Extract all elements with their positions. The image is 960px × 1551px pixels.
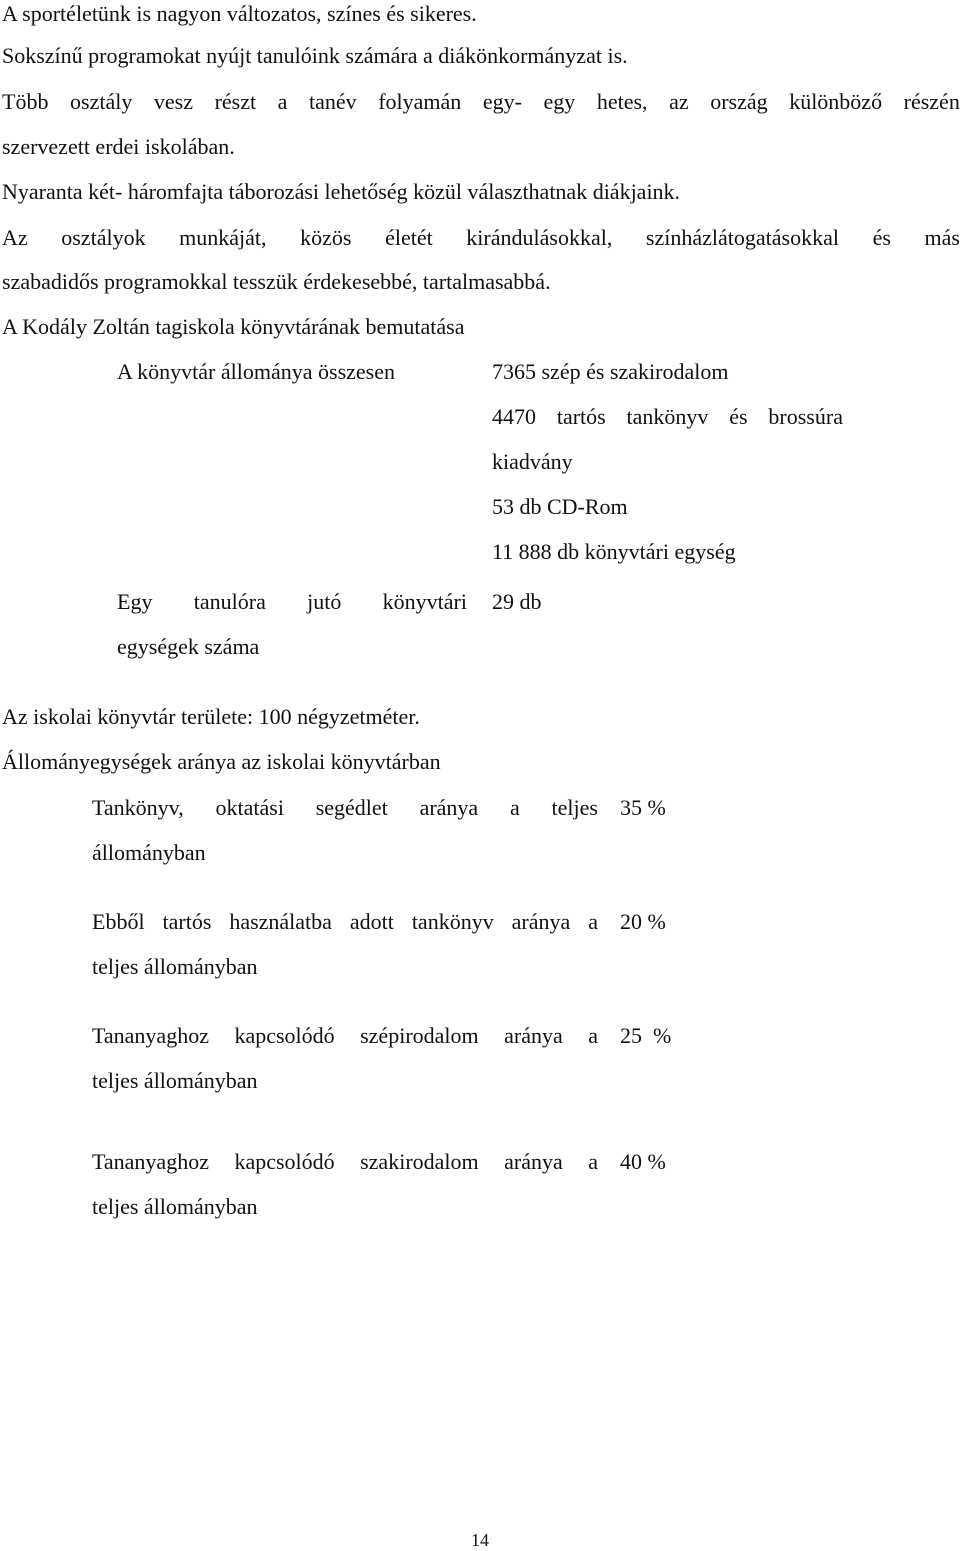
library-value-literature: 7365 szép és szakirodalom bbox=[492, 359, 729, 384]
word: tartós bbox=[162, 909, 212, 934]
ratio-row-specialist-label bbox=[92, 1148, 598, 1176]
word: közös bbox=[300, 225, 352, 250]
paragraph-sports: A sportéletünk is nagyon változatos, színes és sikeres. bbox=[2, 1, 477, 26]
word: aránya bbox=[504, 1023, 563, 1048]
word: aránya bbox=[504, 1149, 563, 1174]
word: használatba bbox=[229, 909, 332, 934]
word: kapcsolódó bbox=[234, 1023, 335, 1048]
word: tankönyv bbox=[411, 909, 494, 934]
word: aránya bbox=[419, 795, 479, 820]
word: jutó bbox=[307, 589, 342, 614]
word: hetes, bbox=[596, 89, 648, 114]
word: és bbox=[729, 404, 748, 429]
word: vesz bbox=[153, 89, 193, 114]
per-student-value: 29 db bbox=[492, 589, 542, 614]
paragraph-student-council: Sokszínű programokat nyújt tanulóink számára a diákönkormányzat is. bbox=[2, 43, 628, 68]
word: brossúra bbox=[768, 404, 843, 429]
library-value-textbooks bbox=[492, 403, 843, 431]
word: Tananyaghoz bbox=[92, 1023, 209, 1048]
ratio-row-durable-label-line2: teljes állományban bbox=[92, 954, 258, 979]
word: tanulóra bbox=[193, 589, 266, 614]
word: egy- bbox=[482, 89, 522, 114]
word: oktatási bbox=[215, 795, 284, 820]
word: az bbox=[669, 89, 689, 114]
word: és bbox=[872, 225, 891, 250]
ratio-row-specialist-label-line2: teljes állományban bbox=[92, 1194, 258, 1219]
paragraph-forest-school-line1 bbox=[2, 88, 960, 116]
word: folyamán bbox=[378, 89, 462, 114]
word: Tankönyv, bbox=[92, 795, 184, 820]
word: más bbox=[924, 225, 960, 250]
word: könyvtári bbox=[382, 589, 467, 614]
word: aránya bbox=[511, 909, 571, 934]
library-value-textbooks-line2: kiadvány bbox=[492, 449, 573, 474]
word: különböző bbox=[789, 89, 883, 114]
word: szakirodalom bbox=[360, 1149, 479, 1174]
per-student-label-line1 bbox=[117, 588, 467, 616]
word: osztály bbox=[70, 89, 133, 114]
word: teljes bbox=[551, 795, 598, 820]
word: a bbox=[509, 795, 520, 820]
word: egy bbox=[543, 89, 576, 114]
word: színházlátogatásokkal bbox=[645, 225, 839, 250]
library-heading: A Kodály Zoltán tagiskola könyvtárának bemutatása bbox=[2, 314, 465, 339]
library-total-label: A könyvtár állománya összesen bbox=[117, 359, 395, 384]
ratio-row-textbooks-value: 35 % bbox=[620, 795, 666, 820]
ratio-row-fiction-value: 25 % bbox=[620, 1023, 672, 1048]
paragraph-programs-line1 bbox=[2, 224, 960, 252]
word: a bbox=[588, 1023, 598, 1048]
word: 4470 bbox=[492, 404, 536, 429]
library-value-cdrom: 53 db CD-Rom bbox=[492, 494, 628, 519]
library-value-units: 11 888 db könyvtári egység bbox=[492, 539, 736, 564]
word: Több bbox=[2, 89, 49, 114]
ratio-row-durable-label bbox=[92, 908, 598, 936]
ratio-row-fiction-label bbox=[92, 1022, 598, 1050]
ratio-row-textbooks-label-line2: állományban bbox=[92, 840, 206, 865]
page-number: 14 bbox=[471, 1530, 489, 1550]
library-area-text: Az iskolai könyvtár területe: 100 négyzetméter. bbox=[2, 704, 420, 729]
word: a bbox=[277, 89, 288, 114]
word: kirándulásokkal, bbox=[466, 225, 613, 250]
ratio-row-textbooks-label bbox=[92, 794, 598, 822]
ratio-row-specialist-value: 40 % bbox=[620, 1149, 666, 1174]
word: kapcsolódó bbox=[234, 1149, 335, 1174]
word: Az bbox=[2, 225, 28, 250]
word: szépirodalom bbox=[360, 1023, 479, 1048]
word: segédlet bbox=[315, 795, 388, 820]
paragraph-programs-line2: szabadidős programokkal tesszük érdekesebbé, tartalmasabbá. bbox=[2, 269, 551, 294]
paragraph-forest-school-line2: szervezett erdei iskolában. bbox=[2, 134, 235, 159]
word: munkáját, bbox=[179, 225, 267, 250]
paragraph-summer-camps: Nyaranta két- háromfajta táborozási lehetőség közül választhatnak diákjaink. bbox=[2, 179, 681, 204]
word: Egy bbox=[117, 589, 153, 614]
word: osztályok bbox=[61, 225, 146, 250]
word: részt bbox=[214, 89, 257, 114]
ratio-row-fiction-label-line2: teljes állományban bbox=[92, 1068, 258, 1093]
word: Ebből bbox=[92, 909, 145, 934]
ratio-row-durable-value: 20 % bbox=[620, 909, 666, 934]
word: tanév bbox=[308, 89, 357, 114]
word: a bbox=[588, 1149, 598, 1174]
per-student-label-line2: egységek száma bbox=[117, 634, 260, 659]
word: adott bbox=[349, 909, 394, 934]
word: részén bbox=[903, 89, 960, 114]
ratio-heading: Állományegységek aránya az iskolai könyvtárban bbox=[2, 749, 441, 774]
word: tartós bbox=[556, 404, 606, 429]
word: életét bbox=[385, 225, 433, 250]
word: tankönyv bbox=[626, 404, 709, 429]
word: ország bbox=[710, 89, 768, 114]
word: a bbox=[588, 909, 598, 934]
word: Tananyaghoz bbox=[92, 1149, 209, 1174]
